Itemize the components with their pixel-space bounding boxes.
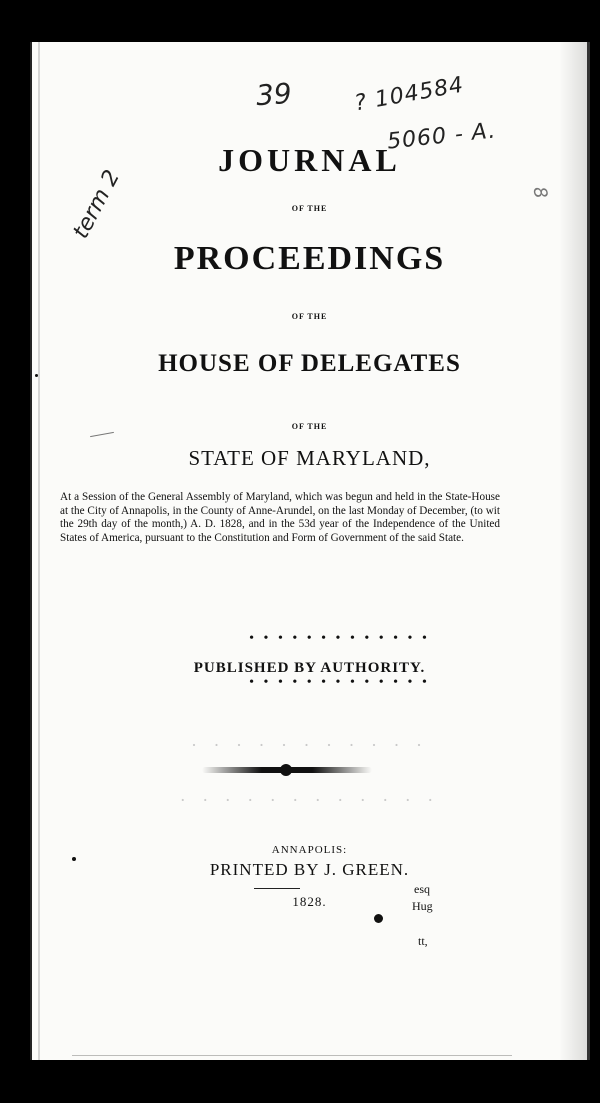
- handwritten-catalog-number: ? 104584: [352, 72, 466, 117]
- handwritten-edge-note: 8: [528, 185, 552, 200]
- dotted-ornament: • • • • • • • • • • • • •: [249, 675, 430, 690]
- ink-spot: [72, 857, 76, 861]
- bleed-fragment: Hug: [412, 899, 433, 913]
- bleed-through-text: · · · · · · · · · · · ·: [179, 790, 440, 810]
- handwritten-catalog-code: 5060 - A.: [385, 118, 498, 155]
- bleed-through-text: · · · · · · · · · · ·: [191, 735, 428, 755]
- published-by-authority: PUBLISHED BY AUTHORITY.: [193, 660, 426, 676]
- title-house-of-delegates: HOUSE OF DELEGATES: [158, 350, 461, 377]
- ink-spot: [35, 374, 38, 377]
- imprint-printer: PRINTED BY J. GREEN.: [209, 860, 410, 879]
- handwritten-margin-note: term 2: [68, 166, 126, 243]
- decorative-rule-center: [280, 764, 292, 776]
- dotted-ornament: • • • • • • • • • • • • •: [249, 631, 430, 646]
- title-journal: JOURNAL: [218, 142, 401, 178]
- ink-spot: [374, 914, 383, 923]
- document-page: [30, 42, 590, 1060]
- imprint-city: ANNAPOLIS:: [271, 844, 348, 856]
- title-of-the: OF THE: [291, 422, 328, 431]
- title-proceedings: PROCEEDINGS: [173, 240, 446, 277]
- stray-mark: [90, 432, 114, 437]
- title-of-the: OF THE: [291, 204, 328, 213]
- imprint-year: 1828.: [292, 894, 327, 909]
- bleed-fragment: esq: [414, 882, 430, 896]
- session-description: At a Session of the General Assembly of Maryland, which was begun and held in the State-House at the City of Annapolis, in the County of Anne-Arundel, on the last Monday of December, (to wit the 29th day of the month,) A. D. 1828, and in the 53d year of the Independence of the United States of America, pursuant to the Constitution and Form of Government of the said State.: [60, 491, 500, 544]
- bleed-fragment: tt,: [418, 934, 428, 948]
- title-state-of-maryland: STATE OF MARYLAND,: [188, 446, 431, 470]
- page-bottom-line: [72, 1055, 512, 1056]
- handwritten-number: 39: [254, 76, 293, 113]
- imprint-rule: [254, 888, 300, 889]
- title-of-the: OF THE: [291, 312, 328, 321]
